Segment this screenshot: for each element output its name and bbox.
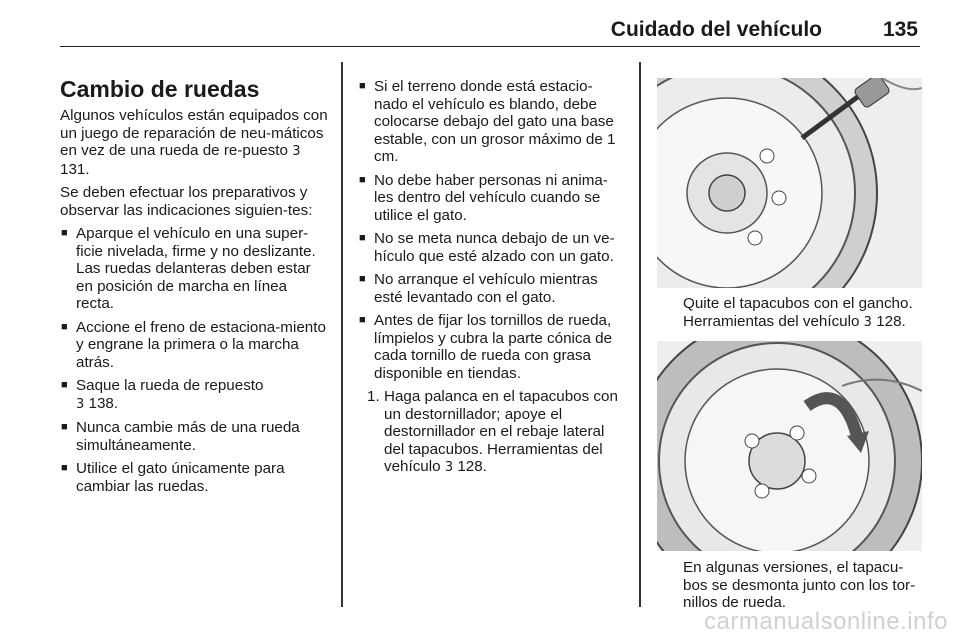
preparation-list: [60, 225, 328, 495]
caption-text: Quite el tapacubos con el gancho. Herramientas del vehículo: [683, 295, 913, 330]
page-reference-icon: 3: [863, 314, 872, 330]
list-item: ■ No arranque el vehículo mientras esté levantado con el gato.: [358, 271, 626, 306]
list-item: [60, 377, 328, 413]
step-number: 1.: [367, 388, 380, 405]
watermark: carmanualsonline.info: [704, 608, 948, 635]
safety-list: [358, 78, 626, 382]
column-3: [657, 78, 922, 622]
list-item: ■ Accione el freno de estaciona-miento y engrane la primera o la marcha atrás.: [60, 319, 328, 372]
section-title: Cuidado del vehículo: [610, 18, 822, 41]
page-reference-link[interactable]: 138.: [88, 394, 119, 412]
figure-caption-2: En algunas versiones, el tapacu-bos se desmonta junto con los tor-nillos de rueda.: [683, 559, 916, 611]
intro-paragraph: [60, 107, 328, 178]
page-header: [60, 14, 920, 47]
section-heading: Cambio de ruedas: [60, 76, 260, 102]
list-item: ■ No se meta nunca debajo de un ve-hículo que esté alzado con un gato.: [358, 230, 626, 265]
hubcap-removal-hook-illustration: [657, 78, 922, 288]
steps-list: [358, 388, 626, 477]
list-item: ■ No debe haber personas ni anima-les dentro del vehículo cuando se utilice el gato.: [358, 172, 626, 225]
column-2: [358, 78, 626, 477]
list-item: ■ Nunca cambie más de una rueda simultáneamente.: [60, 419, 328, 454]
intro-text: Algunos vehículos están equipados con un juego de reparación de neu-máticos en vez de una rueda de re-puesto: [60, 107, 328, 159]
list-item-text: Saque la rueda de repuesto: [76, 377, 264, 394]
list-item: ■ Antes de fijar los tornillos de rueda, límpielos y cubra la parte cónica de cada tornillo de rueda con grasa disponible en tiendas.: [358, 312, 626, 382]
list-item: ■ Utilice el gato únicamente para cambiar las ruedas.: [60, 460, 328, 495]
hubcap-with-bolts-illustration: [657, 341, 922, 551]
page-reference-link[interactable]: 128.: [457, 458, 487, 475]
page-reference-icon: 3: [76, 396, 85, 412]
page-number: 135: [882, 18, 918, 41]
page-reference-link[interactable]: 131.: [60, 160, 90, 178]
list-item: ■ Aparque el vehículo en una super-ficie nivelada, firme y no deslizante. Las ruedas delanteras deben estar en posición de marcha en línea recta.: [60, 225, 328, 313]
column-divider-1: [341, 62, 343, 607]
page-reference-icon: 3: [292, 144, 301, 159]
page-reference-icon: 3: [444, 460, 454, 475]
column-1: [60, 76, 328, 501]
column-divider-2: [639, 62, 641, 607]
step-text: Haga palanca en el tapacubos con un destornillador; apoye el destornillador en el rebaje lateral del tapacubos. Herramientas del vehículo: [384, 388, 618, 475]
list-item: ■ Si el terreno donde está estacio-nado el vehículo es blando, debe colocarse debajo del gato una base estable, con un grosor máximo de 1 cm.: [358, 78, 626, 166]
figure-caption-1: [683, 295, 922, 331]
preparation-paragraph: Se deben efectuar los preparativos y observar las indicaciones siguien-tes:: [60, 184, 313, 219]
step-item: [358, 388, 626, 477]
page-reference-link[interactable]: 128.: [876, 312, 906, 330]
